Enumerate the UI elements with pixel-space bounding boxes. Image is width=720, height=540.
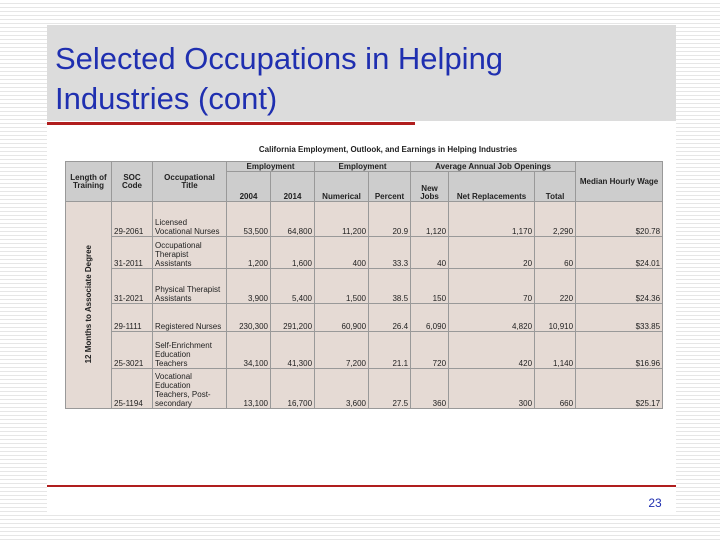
employment-2004-cell: 3,900 [227, 269, 271, 304]
new-jobs-cell: 40 [411, 237, 449, 269]
change-numerical-cell: 7,200 [315, 332, 369, 369]
net-replacements-cell: 300 [449, 369, 535, 409]
title-band [47, 25, 676, 121]
new-jobs-cell: 150 [411, 269, 449, 304]
group-header-openings: Average Annual Job Openings [411, 162, 576, 172]
header-new-jobs: New Jobs [411, 172, 449, 202]
table-row [66, 332, 663, 369]
slide-title [55, 39, 655, 119]
median-wage-cell: $16.96 [576, 332, 663, 369]
table-row [66, 202, 663, 237]
change-numerical-cell: 60,900 [315, 304, 369, 332]
change-percent-cell: 38.5 [369, 269, 411, 304]
group-header-employment-2: Employment [315, 162, 411, 172]
employment-2004-cell: 34,100 [227, 332, 271, 369]
change-numerical-cell: 11,200 [315, 202, 369, 237]
title-underline [47, 122, 415, 125]
length-of-training-label: 12 Months to Associate Degree [83, 244, 93, 364]
median-wage-cell: $25.17 [576, 369, 663, 409]
page-number: 23 [648, 496, 662, 510]
total-openings-cell: 220 [535, 269, 576, 304]
soc-cell: 31-2011 [112, 237, 153, 269]
slide [47, 25, 676, 515]
soc-cell: 25-1194 [112, 369, 153, 409]
header-length: Length of Training [66, 162, 112, 202]
net-replacements-cell: 4,820 [449, 304, 535, 332]
table-row [66, 369, 663, 409]
header-net-replacements: Net Replacements [449, 172, 535, 202]
change-numerical-cell: 400 [315, 237, 369, 269]
change-percent-cell: 33.3 [369, 237, 411, 269]
soc-cell: 29-2061 [112, 202, 153, 237]
change-percent-cell: 20.9 [369, 202, 411, 237]
length-of-training-cell [66, 202, 112, 409]
table-row [66, 304, 663, 332]
new-jobs-cell: 6,090 [411, 304, 449, 332]
employment-2004-cell: 13,100 [227, 369, 271, 409]
occupation-cell: Occupational Therapist Assistants [153, 237, 227, 269]
header-percent: Percent [369, 172, 411, 202]
occupation-cell: Self-Enrichment Education Teachers [153, 332, 227, 369]
header-total: Total [535, 172, 576, 202]
employment-2004-cell: 1,200 [227, 237, 271, 269]
total-openings-cell: 1,140 [535, 332, 576, 369]
header-2014: 2014 [271, 172, 315, 202]
median-wage-cell: $33.85 [576, 304, 663, 332]
group-header-employment-1: Employment [227, 162, 315, 172]
total-openings-cell: 2,290 [535, 202, 576, 237]
total-openings-cell: 660 [535, 369, 576, 409]
table-row [66, 269, 663, 304]
employment-2014-cell: 64,800 [271, 202, 315, 237]
soc-cell: 31-2021 [112, 269, 153, 304]
slide-title-line-1: Selected Occupations in Helping [55, 41, 504, 76]
employment-2014-cell: 1,600 [271, 237, 315, 269]
employment-2004-cell: 53,500 [227, 202, 271, 237]
change-percent-cell: 21.1 [369, 332, 411, 369]
employment-2014-cell: 41,300 [271, 332, 315, 369]
total-openings-cell: 10,910 [535, 304, 576, 332]
occupation-cell: Vocational Education Teachers, Post-secondary [153, 369, 227, 409]
occupation-cell: Licensed Vocational Nurses [153, 202, 227, 237]
table-row [66, 237, 663, 269]
net-replacements-cell: 420 [449, 332, 535, 369]
new-jobs-cell: 360 [411, 369, 449, 409]
net-replacements-cell: 20 [449, 237, 535, 269]
header-wage: Median Hourly Wage [576, 162, 663, 202]
change-percent-cell: 27.5 [369, 369, 411, 409]
net-replacements-cell: 1,170 [449, 202, 535, 237]
change-numerical-cell: 3,600 [315, 369, 369, 409]
median-wage-cell: $24.36 [576, 269, 663, 304]
median-wage-cell: $24.01 [576, 237, 663, 269]
median-wage-cell: $20.78 [576, 202, 663, 237]
soc-cell: 25-3021 [112, 332, 153, 369]
header-occupational-title: Occupational Title [153, 162, 227, 202]
employment-2014-cell: 16,700 [271, 369, 315, 409]
employment-table [65, 161, 663, 409]
net-replacements-cell: 70 [449, 269, 535, 304]
header-numerical: Numerical [315, 172, 369, 202]
employment-2004-cell: 230,300 [227, 304, 271, 332]
change-percent-cell: 26.4 [369, 304, 411, 332]
header-2004: 2004 [227, 172, 271, 202]
change-numerical-cell: 1,500 [315, 269, 369, 304]
slide-title-line-2: Industries (cont) [55, 81, 278, 116]
occupation-cell: Registered Nurses [153, 304, 227, 332]
occupation-cell: Physical Therapist Assistants [153, 269, 227, 304]
new-jobs-cell: 720 [411, 332, 449, 369]
new-jobs-cell: 1,120 [411, 202, 449, 237]
employment-2014-cell: 5,400 [271, 269, 315, 304]
soc-cell: 29-1111 [112, 304, 153, 332]
table-title: California Employment, Outlook, and Earnings in Helping Industries [258, 145, 518, 154]
employment-2014-cell: 291,200 [271, 304, 315, 332]
header-soc: SOC Code [112, 162, 153, 202]
total-openings-cell: 60 [535, 237, 576, 269]
footer-rule [47, 485, 676, 487]
